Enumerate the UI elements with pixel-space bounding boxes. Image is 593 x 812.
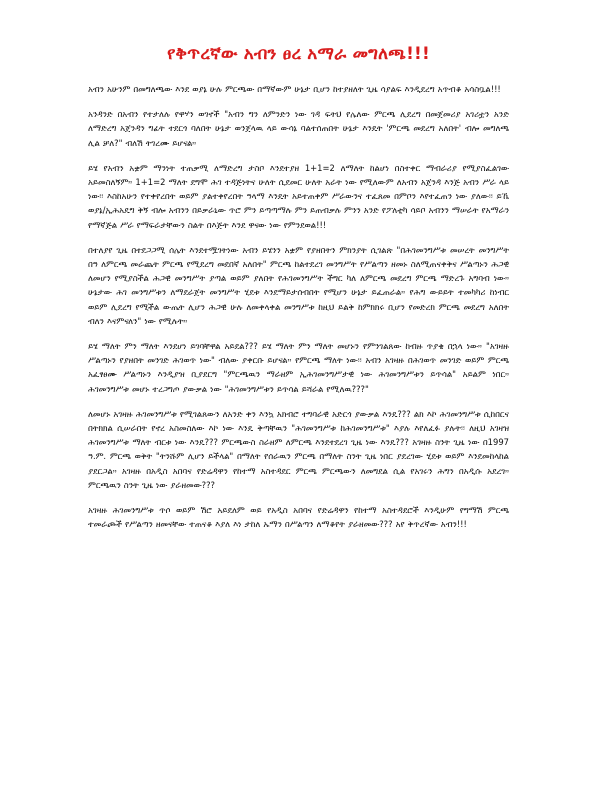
paragraph: ይሄ የአብን አቋም ማንነት ተጠቃሚ ለማድረግ ታስቦ እንደተያዘ 1+1=2 ለማለት ከልሆነ በስተቀር ማብራሪያ የሚያስፈልገው አይመስለኝም። 1+1=2 ማለት ደግሞ ሕገ ተዳጅነትና ሁለት ሲደመር ሁለት አራት ነው የሚለውም ለአብን አጀንዳ እንጅ አብን ሥራ ላይ ነው፡፡ እስከአሁን የተቀየረበት ወይም ያልተቀየረበት ዓላማ እንዴት አይተጠቀም ሥራውንና ተፈጸመ በምቦን እየተፈጠን ነው ያለው፡፡ ይኼ ወያኔ/ኢሕአዴግ ቅኝ ብሎ አብንን በይቃራኒው ጥሮ ምን ይጣጣማሉ ምን ይጠብቃሉ ምንን አንድ የፖለቲካ ሳይቦ አብንን ማሠራት የአማራን የማኛጅል ሥራ የማፍራታቸውን ስልት በእጅት እንደ ዋናው ነው የምንደወል!!! <box>88 162 509 230</box>
paragraph: በተለያየ ጊዜ በተደጋጋሚ ሰሌት እንደተሟገትነው አብን ይሄንን አቋም የያዘበትን ምክንያት ሲገልጽ "በሕገመንግሥቱ መሠረት መንግሥት በዓ ለምርጫ መራጨት ምርጫ የሚደረግ መደበኛ አለበት" ምርጫ ከልተደረገ መንግሥት የሥልጣን ዘመኑ ስለሚጠናቀቅና ሥልጣኑን ሕጋዊ ለመሆን የሚያስችል ሕጋዊ መንግሥት ያጣል ወይም ያለበት የሕገመንግሥት ችግር ካለ ለምርጫ መደረግ ምርጫ ማድረጉ አግባብ ነው። ሁኔታው ሕገ መንግሥቱን ለማደራጀት መንግሥት ሂደቱ እንደማይታሰብበት የሚሆን ሁኔታ ይፈጠራል። የሕግ ውይይት ተመካካሪ ከነብር ወይም ሊደረግ የሚችል ውጤት ሊሆን ሕጋዊ ሁሉ ለመቀላቀል መንግሥቱ ከዚህ ይልቅ ከምክክሩ ቢሆን የመድረክ ምርጫ መደረግ አለበት ብለን እናምናለን" ነው የሚሉት። <box>88 244 509 326</box>
paragraph: አገዛዙ ሕገመንግሥቱ ጥሶ ወይም ሽሮ አይደለም ወይ የአዲስ አበባና የድሬዳዋን የከተማ አስተዳደሮች እንዲሁም የግማሽ ምርጫ ተመራጮች የሥልጣን ዘመናቸው ተጠናቆ እያለ እነ ታከለ ኡማን በሥልጣን ለማቆየት ያራዘመው??? አየ ቅጥረኛው አብን!!! <box>88 505 509 530</box>
paragraph: ይሄ ማለት ምን ማለት እንደሆነ ይገባቸዋል አይደል??? ይሄ ማለት ምን ማለት መሆኑን የምንገልጸው ከብዙ ጥያቄ በኋላ ነው። "አገዛዙ ሥልጣኑን የያዘበት መንገድ ሕገወጥ ነው" ብለው ያቀርቡ ይሆናል። የምርጫ ማለት ነው፡፡ አብን አገዛዙ በሕገወጥ መንገድ ወይም ምርጫ አፈፃፀሙ ሥልጣኑን እንዲያዝ ቢያደርግ "ምርጫዉን ማራዘም ኢሕገመንግሥታዊ ነው ሕገመንግሥቱን ይጥሳል" አይልም ነበር። ሕገመንግሥቱ መሆኑ ተረጋግጦ ያውቃል ነው "ሕገመንግሥቱን ይጥሳል ይሻራል የሚለዉ???" <box>88 341 509 394</box>
document-page <box>0 44 593 812</box>
document-body <box>88 82 509 531</box>
document-title: የቅጥረኛው አብን ፀረ አማራ መግለጫ!!! <box>167 44 430 64</box>
paragraph: ለመሆኑ አገዛዙ ሕገመንግሥቱ የሚገልጸውን ለአንድ ቀን እንኳ አክብሮ ተግባራዊ አድርጎ ያውቃል እንዴ??? ልክ እኮ ሕገመንግሥቱ ሲከበርና በትክክል ሲሠራበት የኖረ አስመስለው እኮ ነው እንዴ ቅጣቸዉን "ሕገመንግሥቱ ከሕገመንግሥቱ" እያሉ እየለፈፉ ያሉት፡፡ ለዚህ አገዛዝ ሕገመንግሥቱ ማለት ብርቱ ነው እንዴ??? ምርጫውስ ስራዘም ለምርጫ እንደተደረገ ጊዜ ነው እንዴ??? አገዛዙ ስንት ጊዜ ነው በ1997 ዓ.ም. ምርጫ ወቅት "ትንሹም ሊሆን ይችላል" በማለት የሰራዉን ምርጫ በማለት ስንት ጊዜ ነበር ያደረገው ሂደቱ ወይም እንደመከላከል ያደርጋል። አገዛዙ በአዲስ አበባና የድሬዳዋን የከተማ አስተዳደር ምርጫ ምርጫውን ለመግደል ሲል የአገሩን ሕግን በአዲሱ አደረገ። ምርጫዉን ስንት ጊዜ ነው ያራዘመው??? <box>88 408 509 490</box>
paragraph: አንዳንድ በአብን የተታለሉ የዋሃን ወገኖች "አብን ግን ለምንድን ነው ገዳ ፍትህ የሌለው ምርጫ ሊደረግ በመጀመሪያ አገሪቷን አንድ ለማድረግ አጀንዳን ግፊት ተደርጎ ባለበት ሁኔታ ወንጀላዉ ላይ ውሳኔ ባልተሰጠበት ሁኔታ እንዴት 'ምርጫ መደረግ አለበት' ብሎ መግለጫ ሊል ቻለ?" ብለሽ ትገረሙ ይሆናል። <box>88 109 509 148</box>
paragraph: አብን አሁንም በመግለጫው እንደ ወያኔ ሁሉ ምርጫው በማኛውም ሁኔታ ቢሆን ከተያዘለት ጊዜ ሳያልፍ እንዲደረግ አጥብቆ አሳስቧል!!! <box>88 84 501 94</box>
